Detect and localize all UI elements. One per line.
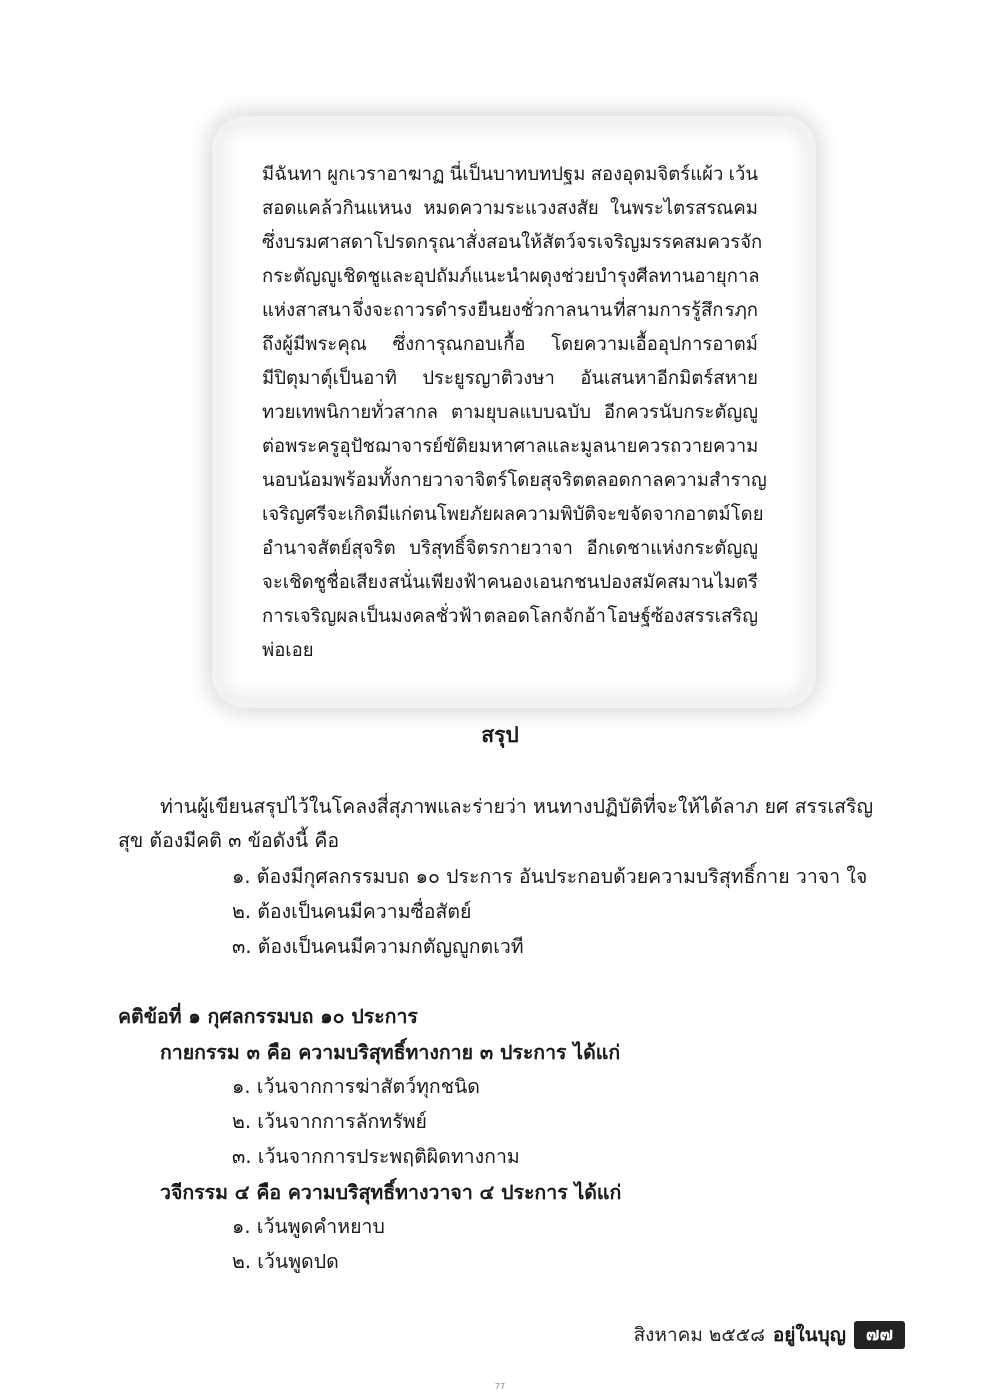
poem-line [262,464,767,498]
page-number-small: 77 [494,1382,506,1391]
poem-line [262,362,758,396]
poem-word: ตามยุบลแบบฉบับ [450,402,591,423]
poem-word: มีฉันทา [262,164,323,185]
poem-word: ผูกเวราอาฆาฏ [327,164,445,185]
poem-word: เป็นมงคลชั่วฟ้า [359,606,483,627]
list-item: ๒. เว้นจากการลักทรัพย์ [232,1110,427,1133]
poem-word: โดย [730,504,764,525]
poem-line [262,566,758,600]
poem-word: รฦก [724,300,758,321]
summary-item: ๑. ต้องมีกุศลกรรมบถ ๑๐ ประการ อันประกอบด้วยความบริสุทธิ์กาย วาจา ใจ [232,865,868,888]
poem-word: ตลอดโลกจักอ้า [483,606,606,627]
poem-word: อีกควรนับกระตัญญู [603,402,758,423]
poem-word: จะขจัดจากอาตม์ [596,504,731,525]
poem-word: จะเกิดมีแก่ตน [326,504,437,525]
poem-word: ซึ่งการุณกอบเกื้อ [392,334,526,355]
poem-word: กระตัญญู [262,266,337,287]
poem-word: เชิดชูและอุปถัมภ์ [336,266,472,287]
poem-line [262,634,758,668]
poem-word: ซึ่งบรมศาสดา [262,232,374,253]
poem-word: ต่อพระครูอุปัชฌาจารย์ [262,436,444,457]
poem-word: เว้น [728,164,758,185]
list-item: ๑. เว้นจากการฆ่าสัตว์ทุกชนิด [232,1075,480,1098]
section-heading: คติข้อที่ ๑ กุศลกรรมบถ ๑๐ ประการ [118,1005,418,1028]
poem-word: บริสุทธิ์จิตรกายวาจา [409,538,573,559]
poem-word: เอนกชนปองสมัคสมาน [532,572,714,593]
poem-word: สองอุดมจิตร์แผ้ว [590,164,724,185]
poem-word: เจริญศรี [262,504,327,525]
page-number-badge: ๗๗ [854,1321,905,1349]
poem-word: ทวยเทพนิกายทั่วสากล [262,402,439,423]
poem-word: สอดแคล้วกินแหนง [262,198,413,219]
page-footer [634,1318,905,1352]
poem-word: อีกเดชาแห่งกระตัญญู [586,538,758,559]
poem-word: ยืนยงชั่วกาลนาน [477,300,613,321]
summary-intro-line-2: สุข ต้องมีคติ ๓ ข้อดังนี้ คือ [118,829,340,852]
poem-word: พร้อมทั้งกายวาจาจิตร์ [333,470,508,491]
poem-line [262,226,763,260]
poem-line [262,600,758,634]
poem-line [262,192,758,226]
poem-word: ช่วยบำรุงศีลทาน [561,266,695,287]
poem-word: สมควรจัก [684,232,763,253]
speech-action-heading: วจีกรรม ๔ คือ ความบริสุทธิ์ทางวาจา ๔ ประการ ได้แก่ [160,1181,622,1204]
poem-word: แนะนำผดุง [471,266,562,287]
poem-word: ควรถวายความ [637,436,759,457]
summary-title: สรุป [481,723,519,747]
poem-word: โดยสุจริตตลอดกาล [507,470,664,491]
poem-word: นอบน้อม [262,470,334,491]
poem-line [262,260,758,294]
list-item: ๑. เว้นพูดคำหยาบ [232,1215,385,1238]
poem-word: มีปิตุมาตุ์เป็นอาทิ [262,368,397,389]
poem-word: ไมตรี [714,572,758,593]
poem-word: ให้สัตว์จรเจริญมรรค [521,232,685,253]
issue-date: สิงหาคม ๒๕๕๘ [633,1324,765,1346]
list-item: ๓. เว้นจากการประพฤติผิดทางกาม [232,1145,520,1168]
poem-word: จึ่งจะถาวรดำรง [352,300,477,321]
summary-intro-line-1: ท่านผู้เขียนสรุปไว้ในโคลงสี่สุภาพและร่ายว่า หนทางปฏิบัติที่จะให้ได้ลาภ ยศ สรรเสริญ [160,795,874,818]
summary-intro [118,790,906,858]
poem-word: จะเชิดชูชื่อเสียง [262,572,388,593]
poem-text [262,158,767,668]
poem-word: ความสำราญ [663,470,767,491]
poem-word: อำนาจสัตย์สุจริต [262,538,396,559]
poem-word: พ่อเอย [262,640,314,661]
list-item: ๒. เว้นพูดปด [232,1250,339,1273]
summary-item: ๓. ต้องเป็นคนมีความกตัญญูกตเวที [232,935,524,958]
poem-word: โพยภัยผลความพิบัติ [436,504,597,525]
poem-word: สนั่นเพียงฟ้าคนอง [388,572,532,593]
poem-word: แห่งสาสนา [262,300,352,321]
magazine-title: อยู่ในบุญ [772,1324,846,1346]
poem-word: ขัติยมหาศาลและมูลนาย [443,436,638,457]
poem-word: ที่สามการรู้สึก [613,300,724,321]
poem-word: นี่เป็นบาทบทปฐม [449,164,586,185]
poem-line [262,498,764,532]
poem-line [262,430,758,464]
poem-word: โอษฐ์ซ้องสรรเสริญ [607,606,758,627]
poem-word: อายุกาล [694,266,760,287]
poem-word: โปรดกรุณาสั่งสอน [373,232,521,253]
body-action-heading: กายกรรม ๓ คือ ความบริสุทธิ์ทางกาย ๓ ประการ ได้แก่ [160,1041,621,1064]
poem-word: โดยความเอื้ออุปการอาตม์ [551,334,758,355]
poem-line [262,396,758,430]
poem-line [262,328,758,362]
poem-word: ประยูรญาติวงษา [422,368,555,389]
poem-word: หมดความระแวงสงสัย [423,198,599,219]
poem-line [262,532,758,566]
poem-word: ในพระไตรสรณคม [610,198,758,219]
poem-line [262,294,758,328]
poem-word: การเจริญผล [262,606,359,627]
poem-word: ถึงผู้มีพระคุณ [262,334,367,355]
poem-word: อันเสนหาอีกมิตร์สหาย [580,368,758,389]
poem-line [262,158,758,192]
summary-item: ๒. ต้องเป็นคนมีความซื่อสัตย์ [232,900,472,923]
